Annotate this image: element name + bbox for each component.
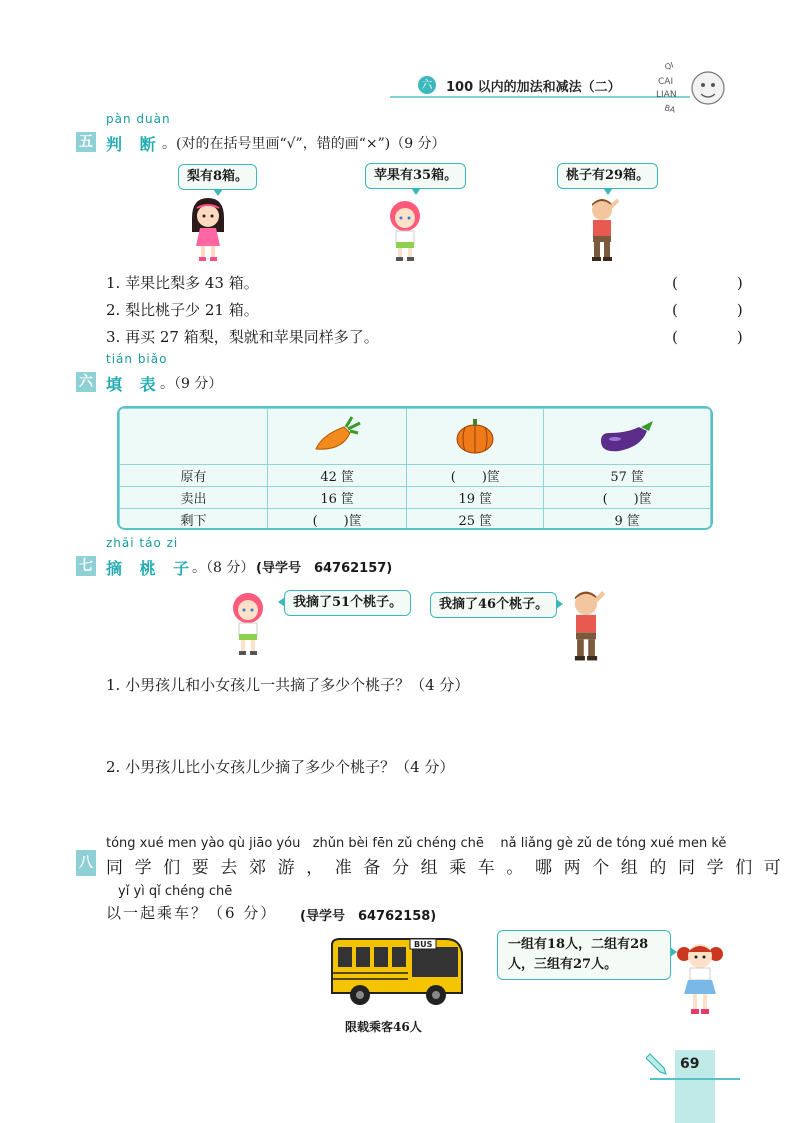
svg-text:QI: QI — [663, 60, 675, 72]
sec5-pinyin: pàn duàn — [106, 112, 171, 126]
sec5-question-1: 1. 苹果比梨多 43 箱。 — [106, 274, 259, 292]
speech-bubble-peach: 桃子有29箱。 — [557, 163, 658, 189]
speech-bubble-pear: 梨有8箱。 — [178, 164, 257, 190]
row-label-sold: 卖出 — [120, 487, 268, 509]
header-badge: 六 — [418, 76, 436, 94]
sec6-badge: 六 — [76, 372, 96, 392]
group-info-bubble: 一组有18人，二组有28人，三组有27人。 — [497, 930, 671, 980]
cell-carrot-original: 42 筐 — [268, 465, 407, 487]
sec6-pinyin: tián biǎo — [106, 352, 168, 366]
answer-blank-3[interactable]: ( ) — [672, 328, 765, 346]
bus-capacity-caption: 限载乘客46人 — [345, 1020, 422, 1034]
cell-pumpkin-remaining: 25 筐 — [407, 509, 544, 531]
cell-pumpkin-sold: 19 筐 — [407, 487, 544, 509]
girl-pink-hair-figure — [385, 196, 425, 264]
boy-saluting-figure — [584, 196, 620, 264]
answer-blank-2[interactable]: ( ) — [672, 301, 765, 319]
cell-eggplant-remaining: 9 筐 — [544, 509, 711, 531]
speech-bubble-girl: 我摘了51个桃子。 — [284, 590, 411, 616]
page-number-underline — [650, 1078, 740, 1080]
svg-text:CAI: CAI — [658, 77, 674, 87]
eggplant-icon — [597, 415, 657, 455]
carrot-icon — [312, 415, 362, 455]
girl-pigtails-figure — [676, 938, 724, 1018]
sec7-question-1: 1. 小男孩儿和小女孩儿一共摘了多少个桃子？（4 分） — [106, 676, 470, 694]
pencil-icon — [646, 1050, 668, 1076]
answer-blank-1[interactable]: ( ) — [672, 274, 765, 292]
girl-long-hair-figure — [188, 196, 228, 264]
sec5-badge: 五 — [76, 132, 96, 152]
sec6-points: 。（9 分） — [160, 376, 223, 392]
sec7-points: 。（8 分） — [192, 560, 255, 576]
sec6-title: 填 表 — [106, 375, 162, 394]
speech-bubble-apple: 苹果有35箱。 — [365, 163, 466, 189]
bus-sign-text: BUS — [414, 940, 433, 949]
sec8-pinyin-line-2: yǐ yì qǐ chéng chē — [118, 884, 233, 899]
sec7-question-2: 2. 小男孩儿比小女孩儿少摘了多少个桃子？（4 分） — [106, 758, 455, 776]
qi-cai-lian-ba-logo — [636, 58, 728, 118]
sec5-question-2: 2. 梨比桃子少 21 箱。 — [106, 301, 259, 319]
page-number: 69 — [680, 1056, 700, 1072]
girl-pink-hair-figure — [228, 588, 268, 658]
table-header-eggplant — [544, 409, 711, 465]
table-header-carrot — [268, 409, 407, 465]
svg-text:LIAN: LIAN — [656, 90, 677, 100]
row-label-original: 原有 — [120, 465, 268, 487]
header-title: 100 以内的加法和减法（二） — [446, 80, 621, 95]
sec8-text-line-1: 同学们要去郊游，准备分组乘车。哪两个组的同学们可 — [106, 858, 793, 878]
boy-saluting-figure — [566, 588, 606, 664]
sec5-question-3: 3. 再买 27 箱梨，梨就和苹果同样多了。 — [106, 328, 379, 346]
vegetable-table — [117, 406, 713, 530]
pumpkin-icon — [453, 415, 497, 455]
sec7-title: 摘 桃 子 — [106, 559, 196, 578]
svg-text:BA: BA — [663, 103, 677, 115]
sec7-pinyin: zhāi táo zi — [106, 536, 179, 550]
sec7-badge: 七 — [76, 556, 96, 576]
cell-carrot-remaining[interactable]: ( )筐 — [268, 509, 407, 531]
sec8-badge: 八 — [76, 850, 96, 876]
sec8-text-line-2: 以一起乘车？（6 分） — [106, 904, 278, 922]
cell-carrot-sold: 16 筐 — [268, 487, 407, 509]
table-header-pumpkin — [407, 409, 544, 465]
cell-pumpkin-original[interactable]: ( )筐 — [407, 465, 544, 487]
table-corner-cell — [120, 409, 268, 465]
school-bus-icon — [326, 935, 466, 1009]
sec5-instructions: 。(对的在括号里画“√”，错的画“×”)（9 分） — [162, 136, 446, 152]
speech-bubble-boy: 我摘了46个桃子。 — [430, 592, 557, 618]
sec8-reference-number: (导学号 64762158) — [300, 909, 437, 924]
sec5-title: 判 断 — [106, 135, 162, 154]
row-label-remaining: 剩下 — [120, 509, 268, 531]
cell-eggplant-sold[interactable]: ( )筐 — [544, 487, 711, 509]
sec7-reference-number: (导学号 64762157) — [256, 561, 393, 576]
cell-eggplant-original: 57 筐 — [544, 465, 711, 487]
sec8-pinyin-line-1: tóng xué men yào qù jiāo yóu zhǔn bèi fēn zǔ chéng chē nǎ liǎng gè zǔ de tóng xué men kě — [106, 836, 727, 851]
